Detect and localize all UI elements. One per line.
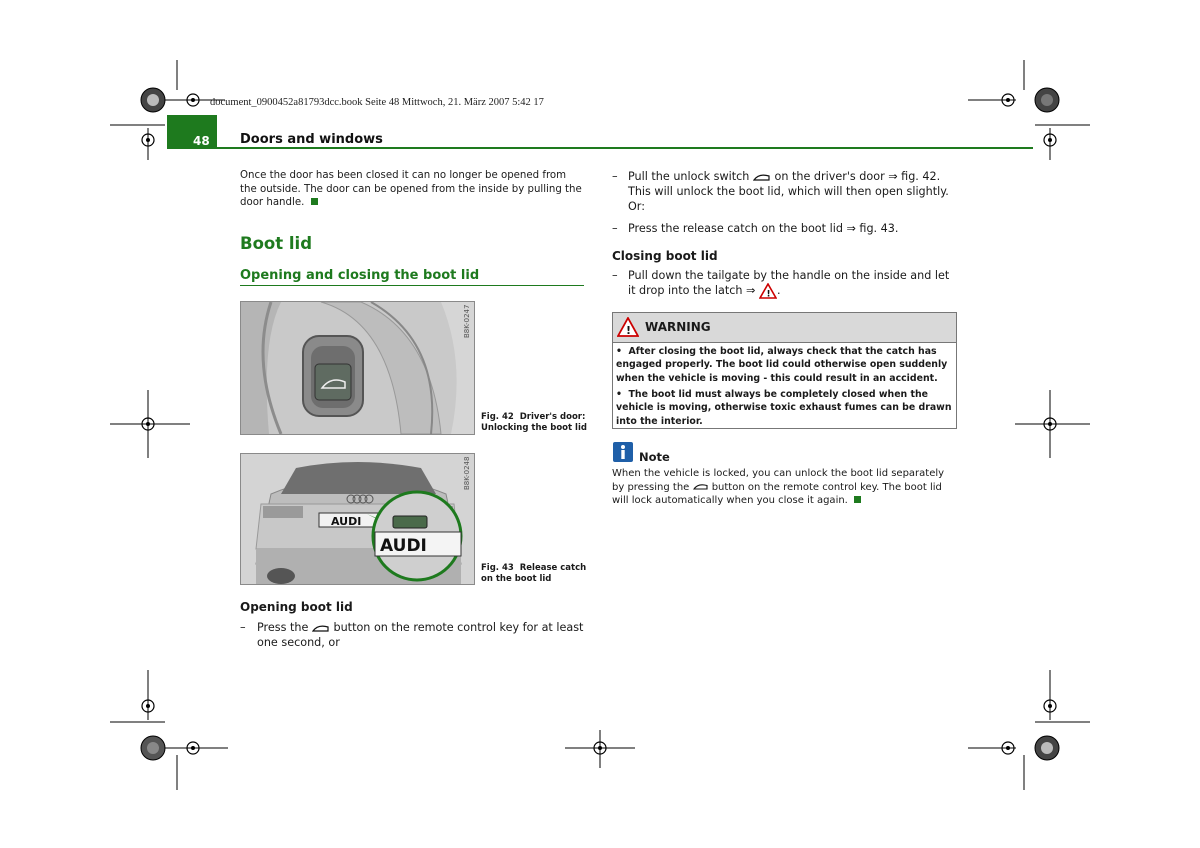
warning-triangle-icon xyxy=(759,283,777,299)
note-line-2a: by pressing the xyxy=(612,481,690,493)
warning-title: WARNING xyxy=(645,320,711,334)
opening-step-1-text-b: button on the remote control key for at least xyxy=(333,621,584,634)
opening-step-1-text-a: Press the xyxy=(257,621,309,634)
warning-item-1-line1: After closing the boot lid, always check that the catch has xyxy=(628,346,937,357)
opening-heading: Opening boot lid xyxy=(240,600,353,614)
closing-step-1-text-c: . xyxy=(777,284,781,297)
page-number: 48 xyxy=(193,134,210,148)
note-title: Note xyxy=(639,450,670,464)
print-metadata-line: document_0900452a81793dcc.book Seite 48 Mittwoch, 21. März 2007 5:42 17 xyxy=(210,97,544,108)
car-trunk-icon xyxy=(693,482,709,491)
svg-text:AUDI: AUDI xyxy=(331,515,362,528)
opening-step-2-text-c: This will unlock the boot lid, which will then open slightly. xyxy=(628,185,949,198)
intro-paragraph xyxy=(240,169,585,210)
warning-item-2-line3: into the interior. xyxy=(616,415,703,427)
opening-step-1-text-c: one second, or xyxy=(257,636,340,649)
figure-43-caption-line2: on the boot lid xyxy=(481,574,552,584)
closing-step-1: – Pull down the tailgate by the handle on the inside and let it drop into the latch ⇒ ! . xyxy=(612,268,978,299)
svg-text:!: ! xyxy=(626,324,632,337)
closing-step-1-text-a: Pull down the tailgate by the handle on the inside and let xyxy=(628,269,950,282)
figure-42-caption xyxy=(481,412,587,434)
figure-43-number: Fig. 43 xyxy=(481,563,514,573)
intro-text: Once the door has been closed it can no longer be opened from the outside. The door can be opened from the inside by pulling the door handle. xyxy=(240,170,582,208)
warning-triangle-icon xyxy=(617,317,639,337)
opening-step-2-text-d: Or: xyxy=(628,200,645,213)
svg-text:!: ! xyxy=(766,289,771,299)
header-rule xyxy=(217,147,1033,149)
warning-item-1-line3: when the vehicle is moving - this could result in an accident. xyxy=(616,372,938,384)
opening-step-3-text: Press the release catch on the boot lid ⇒ fig. 43. xyxy=(628,222,899,235)
closing-heading: Closing boot lid xyxy=(612,249,718,263)
figure-42-code: B8K-0247 xyxy=(463,304,471,338)
info-icon xyxy=(613,442,633,462)
warning-header xyxy=(613,313,956,343)
note-body xyxy=(612,467,962,508)
car-trunk-icon xyxy=(753,172,771,182)
note-line-2b: button on the remote control key. The boot lid xyxy=(711,481,942,493)
bullet-icon: • xyxy=(616,346,629,357)
warning-item-1-line2: engaged properly. The boot lid could otherwise open suddenly xyxy=(616,359,948,371)
running-head: Doors and windows xyxy=(240,132,383,147)
figure-43-code: B8K-0248 xyxy=(463,456,471,490)
bullet-icon: • xyxy=(616,389,629,400)
opening-step-1: – Press the button on the remote control key for at least one second, or xyxy=(240,620,607,650)
subsection-title: Opening and closing the boot lid xyxy=(240,268,480,283)
subsection-rule xyxy=(240,285,584,286)
warning-item-2-line2: vehicle is moving, otherwise toxic exhaust fumes can be drawn xyxy=(616,402,952,414)
end-of-section-square-icon xyxy=(854,496,861,503)
figure-43-badge-text: AUDI xyxy=(380,536,427,556)
note-line-3: will lock automatically when you close it again. xyxy=(612,495,848,506)
opening-step-2-text-a: Pull the unlock switch xyxy=(628,170,750,183)
figure-42-image xyxy=(240,301,475,435)
section-title: Boot lid xyxy=(240,234,313,253)
figure-42-number: Fig. 42 xyxy=(481,412,514,422)
note-line-1: When the vehicle is locked, you can unlock the boot lid separately xyxy=(612,468,945,479)
warning-box xyxy=(612,312,957,429)
car-trunk-icon xyxy=(312,623,330,633)
warning-item-1 xyxy=(616,345,954,385)
opening-step-3: – Press the release catch on the boot lid ⇒ fig. 43. xyxy=(612,221,978,236)
figure-43-image xyxy=(240,453,475,585)
figure-43-caption xyxy=(481,563,586,585)
warning-item-2-line1: The boot lid must always be completely closed when the xyxy=(628,389,929,400)
end-of-section-square-icon xyxy=(311,198,318,205)
figure-42-caption-line1: Driver's door: xyxy=(519,412,586,422)
warning-item-2 xyxy=(616,388,954,428)
closing-step-1-text-b: it drop into the latch ⇒ xyxy=(628,284,756,297)
figure-43-caption-line1: Release catch xyxy=(519,563,587,573)
figure-42-caption-line2: Unlocking the boot lid xyxy=(481,423,587,433)
opening-step-2-text-b: on the driver's door ⇒ fig. 42. xyxy=(774,170,941,183)
opening-step-2: – Pull the unlock switch on the driver's door ⇒ fig. 42. This will unlock the boot lid, which will then open slightly. Or: xyxy=(612,169,978,214)
